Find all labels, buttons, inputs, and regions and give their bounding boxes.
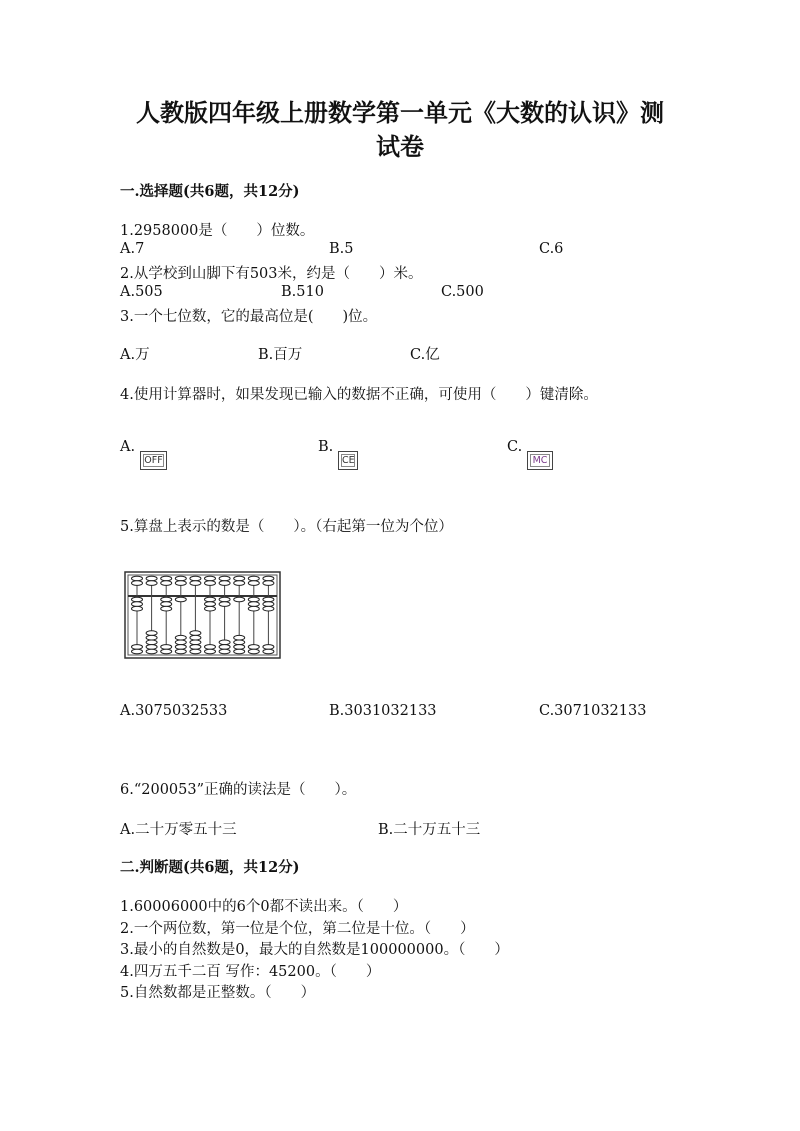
question-1-option-b: B.5: [329, 241, 354, 257]
abacus-lower-bead: [205, 606, 216, 611]
abacus-upper-bead: [205, 581, 216, 586]
abacus-lower-bead: [248, 602, 259, 607]
abacus-lower-bead: [146, 645, 157, 650]
abacus-lower-bead: [234, 597, 245, 602]
question-5-stem: 5.算盘上表示的数是（ ）。（右起第一位为个位）: [120, 519, 453, 535]
question-6-option-a: A.二十万零五十三: [120, 822, 237, 838]
judgment-item-5: 5.自然数都是正整数。（ ）: [120, 985, 316, 1001]
abacus-lower-bead: [219, 602, 230, 607]
question-5-option-b: B.3031032133: [329, 703, 437, 719]
abacus-lower-bead: [205, 649, 216, 654]
abacus-upper-bead: [175, 576, 186, 581]
abacus-lower-bead: [263, 645, 274, 650]
abacus-lower-bead: [161, 597, 172, 602]
abacus-lower-bead: [234, 645, 245, 650]
abacus-upper-bead: [175, 581, 186, 586]
abacus-lower-bead: [175, 635, 186, 640]
abacus-lower-bead: [190, 649, 201, 654]
abacus-lower-bead: [132, 649, 143, 654]
question-3-option-b: B.百万: [258, 347, 303, 363]
question-4-option-a: A.: [120, 439, 136, 455]
judgment-item-4: 4.四万五千二百 写作：45200。（ ）: [120, 964, 381, 980]
abacus-lower-bead: [205, 645, 216, 650]
question-1-option-a: A.7: [120, 241, 145, 257]
abacus-lower-bead: [248, 649, 259, 654]
abacus-lower-bead: [175, 645, 186, 650]
judgment-item-3: 3.最小的自然数是0，最大的自然数是100000000。（ ）: [120, 942, 509, 958]
abacus-lower-bead: [263, 602, 274, 607]
abacus-upper-bead: [263, 581, 274, 586]
abacus-lower-bead: [263, 649, 274, 654]
mc-key-icon: [527, 451, 553, 470]
abacus-lower-bead: [161, 606, 172, 611]
abacus-lower-bead: [146, 649, 157, 654]
abacus-lower-bead: [248, 606, 259, 611]
abacus-lower-bead: [234, 640, 245, 645]
abacus-lower-bead: [205, 602, 216, 607]
abacus-upper-bead: [132, 581, 143, 586]
question-1-stem: 1.2958000是（ ）位数。: [120, 223, 315, 239]
abacus-lower-bead: [132, 645, 143, 650]
question-2-option-a: A.505: [120, 284, 163, 300]
question-5-option-c: C.3071032133: [539, 703, 647, 719]
title-line-1: 人教版四年级上册数学第一单元《大数的认识》测: [136, 98, 664, 127]
question-4-option-b: B.: [318, 439, 334, 455]
abacus-lower-bead: [132, 602, 143, 607]
abacus-figure: [124, 571, 281, 659]
ce-key-label: CE: [342, 455, 355, 466]
title-line-2: 试卷: [376, 132, 424, 161]
question-2-option-c: C.500: [441, 284, 484, 300]
abacus-lower-bead: [263, 597, 274, 602]
abacus-upper-bead: [132, 576, 143, 581]
abacus-lower-bead: [190, 645, 201, 650]
abacus-lower-bead: [175, 597, 186, 602]
ce-key-icon: [338, 451, 358, 470]
question-5-option-a: A.3075032533: [120, 703, 228, 719]
abacus-lower-bead: [190, 635, 201, 640]
abacus-lower-bead: [175, 640, 186, 645]
abacus-lower-bead: [190, 631, 201, 636]
abacus-lower-bead: [161, 645, 172, 650]
abacus-lower-bead: [219, 645, 230, 650]
abacus-lower-bead: [248, 645, 259, 650]
abacus-lower-bead: [161, 602, 172, 607]
question-2-option-b: B.510: [281, 284, 324, 300]
off-key-icon: [140, 451, 167, 470]
abacus-upper-bead: [146, 581, 157, 586]
section-1-heading: 一.选择题(共6题，共12分): [120, 183, 300, 200]
abacus-lower-bead: [205, 597, 216, 602]
abacus-lower-bead: [175, 649, 186, 654]
abacus-lower-bead: [248, 597, 259, 602]
abacus-lower-bead: [146, 640, 157, 645]
abacus-upper-bead: [219, 581, 230, 586]
abacus-upper-bead: [234, 581, 245, 586]
question-6-option-b: B.二十万五十三: [378, 822, 481, 838]
question-4-option-c: C.: [507, 439, 523, 455]
question-3-option-c: C.亿: [410, 347, 440, 363]
question-3-stem: 3.一个七位数，它的最高位是( )位。: [120, 309, 378, 325]
abacus-lower-bead: [132, 606, 143, 611]
abacus-lower-bead: [146, 635, 157, 640]
abacus-lower-bead: [234, 649, 245, 654]
abacus-upper-bead: [219, 576, 230, 581]
mc-key-label: MC: [530, 454, 550, 467]
abacus-upper-bead: [190, 576, 201, 581]
abacus-upper-bead: [205, 576, 216, 581]
abacus-lower-bead: [263, 606, 274, 611]
abacus-upper-bead: [263, 576, 274, 581]
abacus-lower-bead: [234, 635, 245, 640]
question-4-stem: 4.使用计算器时，如果发现已输入的数据不正确，可使用（ ）键清除。: [120, 387, 598, 403]
question-3-option-a: A.万: [120, 347, 150, 363]
abacus-lower-bead: [132, 597, 143, 602]
off-key-label: OFF: [144, 455, 163, 466]
abacus-lower-bead: [161, 649, 172, 654]
abacus-lower-bead: [219, 640, 230, 645]
abacus-upper-bead: [190, 581, 201, 586]
abacus-upper-bead: [234, 576, 245, 581]
abacus-lower-bead: [219, 649, 230, 654]
abacus-upper-bead: [248, 581, 259, 586]
judgment-item-1: 1.60006000中的6个0都不读出来。（ ）: [120, 899, 408, 915]
question-6-stem: 6.“200053”正确的读法是（ ）。: [120, 782, 357, 798]
abacus-upper-bead: [161, 581, 172, 586]
abacus-lower-bead: [146, 631, 157, 636]
abacus-lower-bead: [190, 640, 201, 645]
abacus-lower-bead: [219, 597, 230, 602]
abacus-upper-bead: [161, 576, 172, 581]
question-1-option-c: C.6: [539, 241, 564, 257]
question-2-stem: 2.从学校到山脚下有503米，约是（ ）米。: [120, 266, 423, 282]
abacus-upper-bead: [146, 576, 157, 581]
section-2-heading: 二.判断题(共6题，共12分): [120, 859, 300, 876]
judgment-item-2: 2.一个两位数，第一位是个位，第二位是十位。（ ）: [120, 921, 475, 937]
abacus-upper-bead: [248, 576, 259, 581]
